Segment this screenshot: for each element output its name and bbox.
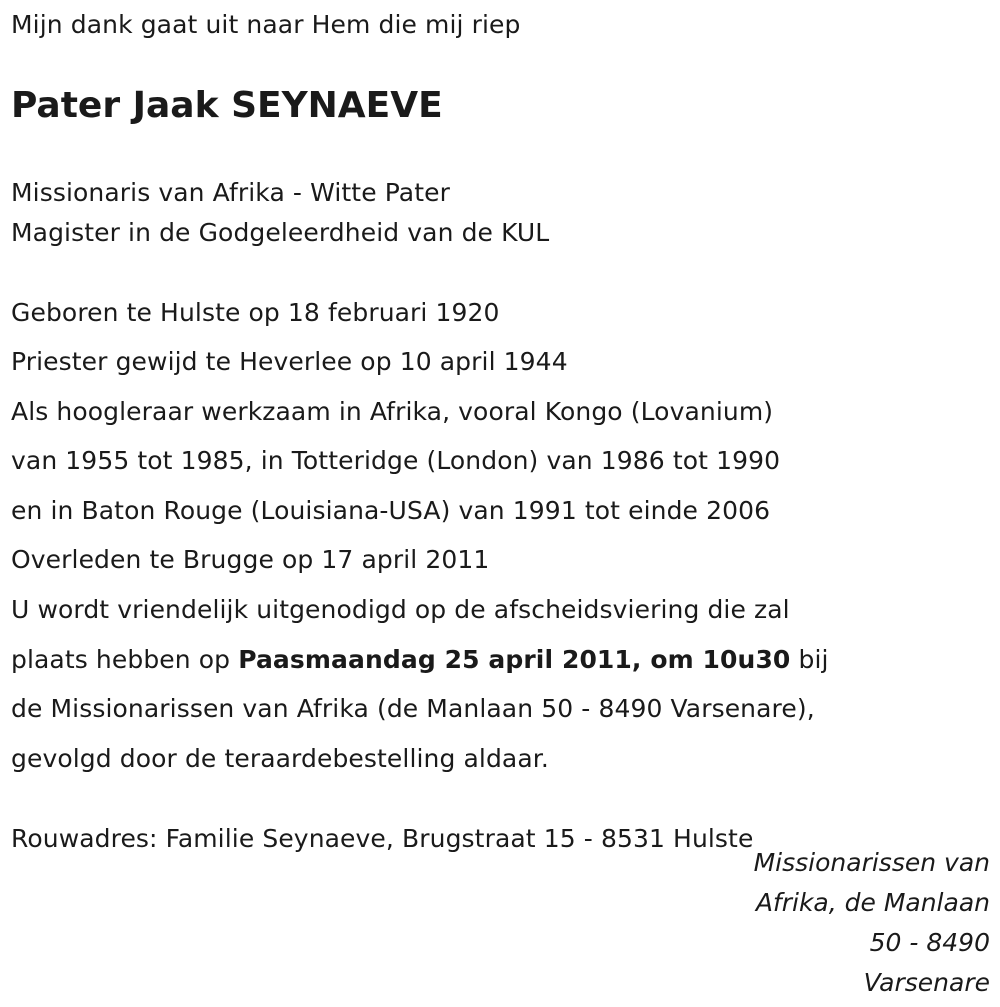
invitation-line-1: U wordt vriendelijk uitgenodigd op de afscheidsviering die zal [11,595,790,624]
ordination-line: Priester gewijd te Heverlee op 10 april 1944 [11,347,568,376]
ceremony-date: Paasmaandag 25 april 2011, om 10u30 [238,645,791,674]
signature-line-3: 50 - 8490 [869,928,990,957]
career-line-3: en in Baton Rouge (Louisiana-USA) van 1991 tot einde 2006 [11,496,771,525]
title-line-1: Missionaris van Afrika - Witte Pater [11,178,450,207]
invitation-line-3: de Missionarissen van Afrika (de Manlaan 50 - 8490 Varsenare), [11,694,815,723]
career-line-1: Als hoogleraar werkzaam in Afrika, vooral Kongo (Lovanium) [11,397,774,426]
death-line: Overleden te Brugge op 17 april 2011 [11,545,490,574]
mourning-address: Rouwadres: Familie Seynaeve, Brugstraat 15 - 8531 Hulste [11,824,754,853]
invitation-line-4: gevolgd door de teraardebestelling aldaar. [11,744,549,773]
signature-line-4: Varsenare [863,968,990,997]
title-line-2: Magister in de Godgeleerdheid van de KUL [11,218,550,247]
opening-quote: Mijn dank gaat uit naar Hem die mij riep [11,10,521,39]
invitation-prefix: plaats hebben op [11,645,239,674]
signature-line-1: Missionarissen van [753,848,990,877]
invitation-suffix: bij [790,645,829,674]
deceased-name: Pater Jaak SEYNAEVE [11,85,443,126]
career-line-2: van 1955 tot 1985, in Totteridge (London) van 1986 tot 1990 [11,446,781,475]
signature-line-2: Afrika, de Manlaan [755,888,990,917]
invitation-line-2 [11,645,829,675]
birth-line: Geboren te Hulste op 18 februari 1920 [11,298,500,327]
